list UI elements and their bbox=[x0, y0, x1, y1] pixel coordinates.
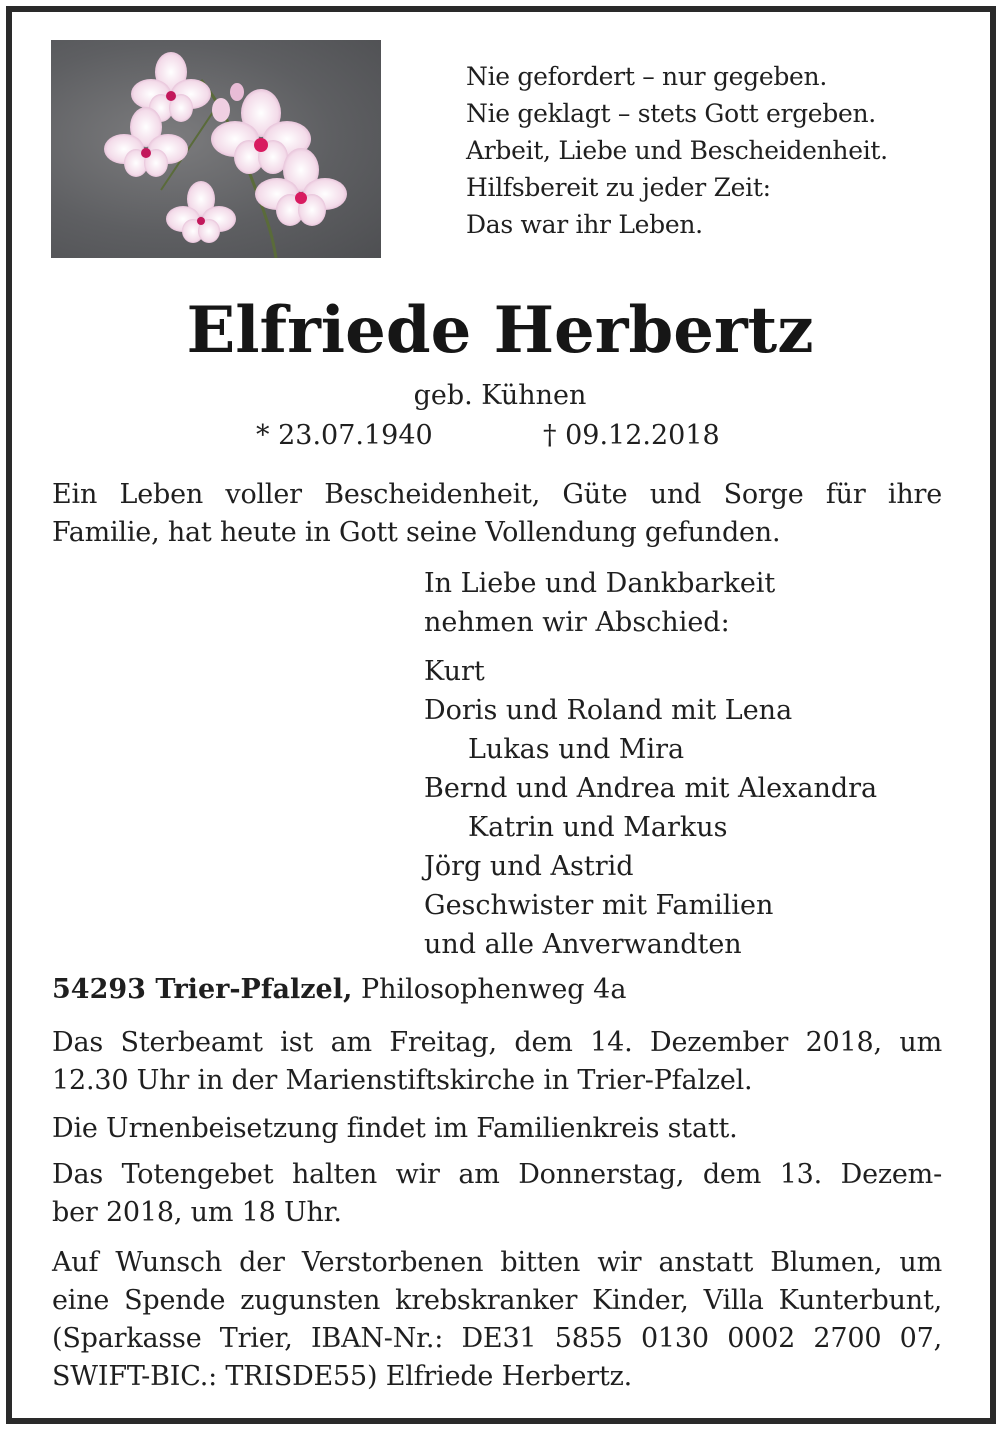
maiden-name: geb. Kühnen bbox=[413, 380, 587, 411]
mourner-line: und alle Anverwandten bbox=[424, 929, 742, 960]
intro-paragraph bbox=[52, 476, 942, 552]
text-line: Ein Leben voller Bescheidenheit, Güte und Sorge für ihre bbox=[52, 479, 942, 510]
text-line: Familie, hat heute in Gott seine Vollendung gefunden. bbox=[52, 517, 781, 548]
text-line: (Sparkasse Trier, IBAN-Nr.: DE31 5855 0130 0002 2700 07, bbox=[52, 1323, 942, 1354]
mourner-line: Katrin und Markus bbox=[468, 812, 728, 843]
text-line: Das Totengebet halten wir am Donnerstag, dem 13. Dezem- bbox=[52, 1159, 942, 1190]
poem-line: Hilfsbereit zu jeder Zeit: bbox=[466, 173, 771, 202]
poem bbox=[466, 58, 966, 243]
death-date: † 09.12.2018 bbox=[543, 420, 720, 451]
address-city: 54293 Trier-Pfalzel, bbox=[52, 974, 353, 1005]
address bbox=[52, 970, 626, 1010]
mourners-block bbox=[424, 564, 877, 964]
mourner-line: Jörg und Astrid bbox=[424, 851, 634, 882]
service-paragraph bbox=[52, 1024, 942, 1100]
poem-line: Nie geklagt – stets Gott ergeben. bbox=[466, 99, 876, 128]
text-line: SWIFT-BIC.: TRISDE55) Elfriede Herbertz. bbox=[52, 1361, 633, 1392]
farewell-line: nehmen wir Abschied: bbox=[424, 607, 730, 638]
address-street: Philosophenweg 4a bbox=[360, 974, 627, 1005]
birth-date: * 23.07.1940 bbox=[256, 420, 433, 451]
text-line: Das Sterbeamt ist am Freitag, dem 14. Dezember 2018, um bbox=[52, 1027, 942, 1058]
poem-line: Arbeit, Liebe und Bescheidenheit. bbox=[466, 136, 888, 165]
poem-line: Das war ihr Leben. bbox=[466, 210, 703, 239]
mourner-line: Doris und Roland mit Lena bbox=[424, 695, 793, 726]
donation-paragraph bbox=[52, 1244, 942, 1396]
text-line: Auf Wunsch der Verstorbenen bitten wir anstatt Blumen, um bbox=[52, 1247, 942, 1278]
orchid-photo bbox=[51, 40, 381, 258]
mourner-line: Bernd und Andrea mit Alexandra bbox=[424, 773, 878, 804]
text-line: Die Urnenbeisetzung findet im Familienkreis statt. bbox=[52, 1113, 738, 1144]
prayer-paragraph bbox=[52, 1156, 942, 1232]
text-line: 12.30 Uhr in der Marienstiftskirche in Trier-Pfalzel. bbox=[52, 1065, 753, 1096]
orchid-image bbox=[51, 40, 381, 258]
deceased-name: Elfriede Herbertz bbox=[186, 293, 814, 368]
mourner-line: Lukas und Mira bbox=[468, 734, 685, 765]
text-line: eine Spende zugunsten krebskranker Kinder, Villa Kunterbunt, bbox=[52, 1285, 942, 1316]
mourner-line: Kurt bbox=[424, 656, 485, 687]
mourner-line: Geschwister mit Familien bbox=[424, 890, 774, 921]
burial-paragraph bbox=[52, 1110, 942, 1148]
poem-line: Nie gefordert – nur gegeben. bbox=[466, 62, 827, 91]
text-line: ber 2018, um 18 Uhr. bbox=[52, 1197, 342, 1228]
farewell-line: In Liebe und Dankbarkeit bbox=[424, 568, 776, 599]
